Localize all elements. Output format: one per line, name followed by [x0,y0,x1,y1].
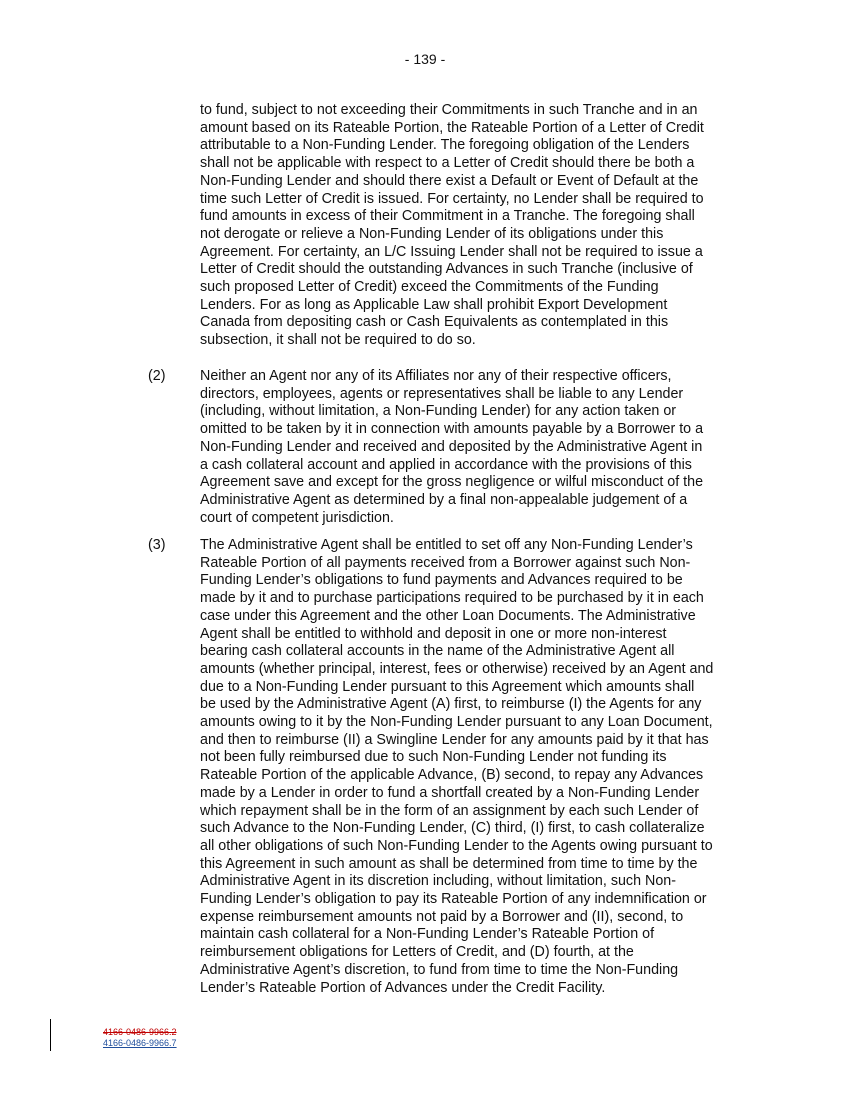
continuation-paragraph [200,102,752,350]
text-line: Neither an Agent nor any of its Affiliates nor any of their respective officers, [200,368,672,384]
text-line: The Administrative Agent shall be entitled to set off any Non-Funding Lender’s [200,537,693,553]
revision-bar [50,1019,51,1051]
text-line: and then to reimburse (II) a Swingline Lender for any amounts paid by it that has [200,731,709,748]
text-line: Rateable Portion of the applicable Advance, (B) second, to repay any Advances [200,767,704,784]
text-line: Lenders. For as long as Applicable Law shall prohibit Export Development [200,296,668,313]
text-line: shall not be applicable with respect to a Letter of Credit should there be both a [200,155,695,172]
text-line: Administrative Agent in its discretion including, without limitation, such Non- [200,873,676,890]
document-id-inserted: 4166-0486-9966.7 [103,1038,177,1048]
text-line: case under this Agreement and the other Loan Documents. The Administrative [200,607,696,624]
text-line: due to a Non-Funding Lender pursuant to this Agreement which amounts shall [200,678,695,695]
text-line: amounts owing to it by the Non-Funding Lender pursuant to any Loan Document, [200,714,713,731]
text-line: made by it and to purchase participations required to be purchased by it in each [200,590,704,607]
text-line: maintain cash collateral for a Non-Funding Lender’s Rateable Portion of [200,926,655,943]
text-line: not derogate or relieve a Non-Funding Lender of its obligations under this [200,225,664,242]
text-line: this Agreement in such amount as shall be determined from time to time by the [200,855,698,872]
text-line: Administrative Agent as determined by a final non-appealable judgement of a [200,491,688,508]
text-line: Rateable Portion of all payments received from a Borrower against such Non- [200,554,691,571]
text-line: Agent shall be entitled to withhold and deposit in one or more non-interest [200,625,667,642]
text-line: expense reimbursement amounts not paid by a Borrower and (II), second, to [200,908,684,925]
text-line: Agreement. For certainty, an L/C Issuing Lender shall not be required to issue a [200,243,703,260]
page-number: - 139 - [404,51,446,67]
text-line: court of competent jurisdiction. [200,509,394,526]
text-line: not been fully reimbursed due to such Non-Funding Lender not funding its [200,749,667,766]
text-line: subsection, it shall not be required to do so. [200,332,476,349]
text-line: omitted to be taken by it in connection with amounts payable by a Borrower to a [200,421,704,438]
text-line: attributable to a Non-Funding Lender. The foregoing obligation of the Lenders [200,137,690,154]
text-line: such proposed Letter of Credit) exceed the Commitments of the Funding [200,279,659,296]
text-line: time such Letter of Credit is issued. For certainty, no Lender shall be required to [200,190,704,207]
text-line: made by a Lender in order to fund a shortfall created by a Non-Funding Lender [200,784,700,801]
text-line: which repayment shall be in the form of an assignment by each such Lender of [200,802,699,819]
text-line: Non-Funding Lender and should there exist a Default or Event of Default at the [200,172,699,189]
text-line: all other obligations of such Non-Funding Lender to the Agents owing pursuant to [200,837,713,854]
text-line: to fund, subject to not exceeding their Commitments in such Tranche and in an [200,102,698,118]
section-number: (3) [148,537,166,553]
text-line: fund amounts in excess of their Commitment in a Tranche. The foregoing shall [200,208,695,225]
text-line: bearing cash collateral accounts in the name of the Administrative Agent all [200,643,675,660]
section-number: (2) [148,368,166,384]
text-line: Letter of Credit should the outstanding Advances in such Tranche (inclusive of [200,261,693,278]
document-id-deleted: 4166-0486-9966.2 [103,1027,177,1037]
text-line: amount based on its Rateable Portion, the Rateable Portion of a Letter of Credit [200,119,704,136]
text-line: Funding Lender’s obligations to fund payments and Advances required to be [200,572,683,589]
text-line: (including, without limitation, a Non-Funding Lender) for any action taken or [200,403,677,420]
section-3-paragraph [200,537,752,997]
text-line: directors, employees, agents or representatives shall be liable to any Lender [200,385,684,402]
text-line: such Advance to the Non-Funding Lender, (C) third, (I) first, to cash collateralize [200,820,705,837]
text-line: Agreement save and except for the gross negligence or wilful misconduct of the [200,474,704,491]
text-line: a cash collateral account and applied in accordance with the provisions of this [200,456,692,473]
text-line: be used by the Administrative Agent (A) first, to reimburse (I) the Agents for any [200,696,702,713]
document-id-footer [103,1027,177,1049]
text-line: Lender’s Rateable Portion of Advances under the Credit Facility. [200,979,606,996]
text-line: Funding Lender’s obligation to pay its Rateable Portion of any indemnification or [200,891,707,908]
text-line: amounts (whether principal, interest, fees or otherwise) received by an Agent and [200,660,714,677]
text-line: Administrative Agent’s discretion, to fund from time to time the Non-Funding [200,961,679,978]
section-2-paragraph [200,368,752,527]
text-line: Canada from depositing cash or Cash Equivalents as contemplated in this [200,314,669,331]
text-line: Non-Funding Lender and received and deposited by the Administrative Agent in [200,438,703,455]
text-line: reimbursement obligations for Letters of Credit, and (D) fourth, at the [200,944,634,961]
